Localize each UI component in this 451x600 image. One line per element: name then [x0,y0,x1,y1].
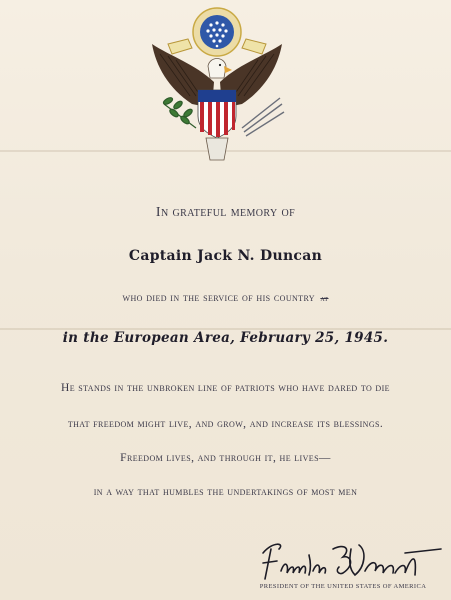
signer-title: PRESIDENT OF THE UNITED STATES OF AMERICA [259,583,427,590]
great-seal-icon [140,4,290,164]
place-date-line: in the European Area, February 25, 1945. [62,330,389,346]
tribute-line: in a way that humbles the undertakings of most men [93,486,358,498]
honoree-name: Captain Jack N. Duncan [128,248,323,264]
service-line [0,290,451,305]
tribute-line: He stands in the unbroken line of patriots who have dared to die [61,382,390,394]
tribute-line: Freedom lives, and through it, he lives— [120,452,331,464]
service-text: who died in the service of his country [122,290,315,304]
struck-word: at [320,293,329,303]
memorial-line: In grateful memory of [155,205,296,220]
presidential-signature [255,535,445,585]
tribute-line: that freedom might live, and grow, and increase its blessings. [67,418,384,430]
